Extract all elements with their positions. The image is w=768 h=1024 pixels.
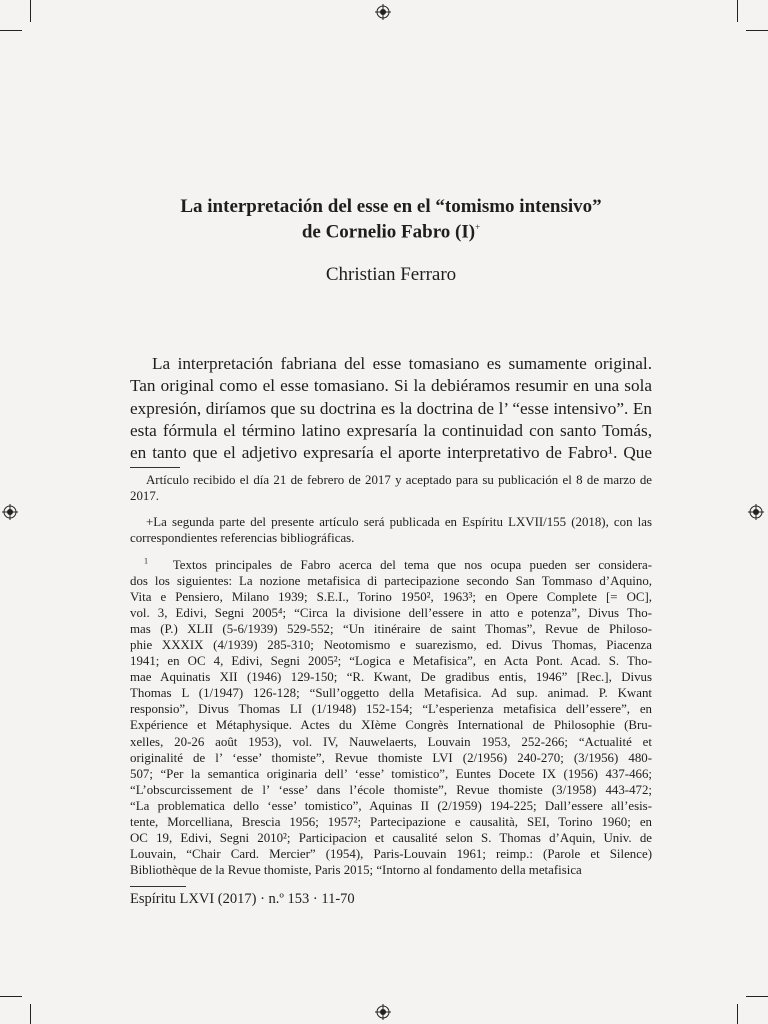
body-line: en tanto que el adjetivo expresaría el aporte interpretativo de Fabro¹. Que xyxy=(130,443,652,463)
registration-mark-icon xyxy=(2,504,18,520)
crop-mark-top-right-h xyxy=(746,30,768,31)
body-line: expresión, diríamos que su doctrina es la doctrina de l’ “esse intensivo”. En xyxy=(130,398,652,418)
registration-mark-icon xyxy=(375,1004,391,1020)
crop-mark-bottom-right-h xyxy=(746,996,768,997)
footnote-line: tente, Morcelliana, Brescia 1956; 1957²; Partecipazione e causalità, SEI, Torino 1960; en xyxy=(130,814,652,829)
footnote-line: dos los siguientes: La nozione metafisica di partecipazione secondo San Tommaso d’Aquino, xyxy=(130,574,652,589)
footnote-line: xelles, 20-26 août 1953), vol. IV, Nauwelaerts, Louvain 1953, 252-266; “Actualité et xyxy=(130,734,652,749)
title-line-1: La interpretación del esse en el “tomismo intensivo” xyxy=(180,196,602,217)
body-line: esta fórmula el término latino expresaría la continuidad con santo Tomás, xyxy=(130,420,652,440)
crop-mark-bottom-left-v xyxy=(30,1004,31,1024)
registration-mark-icon xyxy=(375,4,391,20)
title-line-2-text: de Cornelio Fabro (I) xyxy=(301,221,476,243)
footnote-line: “L’obscurcissement de l’ ‘esse’ dans l’école thomiste”, Revue thomiste (3/1958) 443-472; xyxy=(130,782,652,797)
footnote-line: originalité de l’ ‘esse’ thomiste”, Revue thomiste LVI (2/1956) 240-270; (3/1956) 480- xyxy=(130,750,652,765)
footnote-line: mae Aquinatis XII (1946) 129-150; “R. Kwant, De gradibus entis, 1946” [Rec.], Divus xyxy=(130,670,652,685)
footnote-line: mas (P.) XLII (5-6/1939) 529-552; “Un itinéraire de saint Thomas”, Revue de Philoso- xyxy=(130,622,652,637)
crop-mark-bottom-right-v xyxy=(737,1004,738,1024)
body-line: Tan original como el esse tomasiano. Si la debiéramos resumir en una sola xyxy=(130,376,652,396)
crop-mark-top-left-v xyxy=(30,0,31,22)
footnote-line: responsio”, Divus Thomas LI (1/1948) 152-154; “L’esperienza metafisica dell’essere”, en xyxy=(130,702,652,717)
body-line: La interpretación fabriana del esse tomasiano es sumamente original. xyxy=(152,354,652,373)
footnote-line: 1941; en OC 4, Edivi, Segni 2005²; “Logica e Metafisica”, en Acta Pont. Acad. S. Tho- xyxy=(130,654,652,669)
footnote-line: 507; “Per la semantica originaria dell’ ‘esse’ tomistico”, Euntes Docete IX (1956) 437-466; xyxy=(130,766,652,781)
note-received xyxy=(130,472,652,504)
crop-mark-top-left-h xyxy=(0,30,22,31)
crop-mark-bottom-left-h xyxy=(0,996,22,997)
note-received-text: Artículo recibido el día 21 de febrero de 2017 y aceptado para su publicación el 8 de marzo de 2017. xyxy=(130,473,652,504)
footnote-line: Thomas L (1/1947) 126-128; “Sull’oggetto della Metafisica. Ad sup. animad. P. Kwant xyxy=(130,686,652,701)
title-footnote-mark: + xyxy=(475,222,481,232)
registration-mark-icon xyxy=(748,504,764,520)
note-second-part-text: +La segunda parte del presente artículo será publicada en Espíritu LXVII/155 (2018), con las correspondientes referencias bibliográficas. xyxy=(130,515,652,546)
footer-separator xyxy=(130,886,186,887)
footnote-line xyxy=(130,557,652,573)
crop-mark-top-right-v xyxy=(737,0,738,22)
footnote-number: 1 xyxy=(144,556,148,566)
journal-footer: Espíritu LXVI (2017) · n.º 153 · 11-70 xyxy=(130,891,355,907)
footnote-line: Vita e Pensiero, Milano 1939; S.E.I., Torino 1950², 1963³; en Opere Complete [= OC], xyxy=(130,590,652,605)
note-second-part xyxy=(130,514,652,546)
footnote-line-text: Textos principales de Fabro acerca del tema que nos ocupa pueden ser considera- xyxy=(172,558,653,572)
footnote-line: Louvain, “Chair Card. Mercier” (1954), Paris-Louvain 1961; reimp.: (Parole et Silence) xyxy=(130,846,652,861)
footnote-line: Bibliothèque de la Revue thomiste, Paris 2015; “Intorno al fondamento della metafisica xyxy=(130,862,582,877)
footnote-line: phie XXXIX (4/1939) 285-310; Neotomismo e suarezismo, ed. Divus Thomas, Piacenza xyxy=(130,638,652,653)
footnote-line: OC 19, Edivi, Segni 2010²; Participacion et causalité selon S. Thomas d’Aquin, Univ. de xyxy=(130,830,652,845)
footnote-separator xyxy=(130,467,180,468)
footnote-line: vol. 3, Edivi, Segni 2005⁴; “Circa la divisione dell’essere in atto e potenza”, Divus Tho- xyxy=(130,606,652,621)
footnote-line: “La problematica dello ‘esse’ tomistico”, Aquinas II (2/1959) 194-225; Dall’essere all’esis- xyxy=(130,798,652,813)
title-line-2 xyxy=(130,217,652,242)
article-title xyxy=(130,196,652,242)
author-name: Christian Ferraro xyxy=(325,264,457,285)
body-paragraph xyxy=(130,353,652,464)
footnote-1 xyxy=(130,557,652,878)
footnote-line: Expérience et Métaphysique. Actes du XIème Congrès International de Philosophie (Bru- xyxy=(130,718,652,733)
